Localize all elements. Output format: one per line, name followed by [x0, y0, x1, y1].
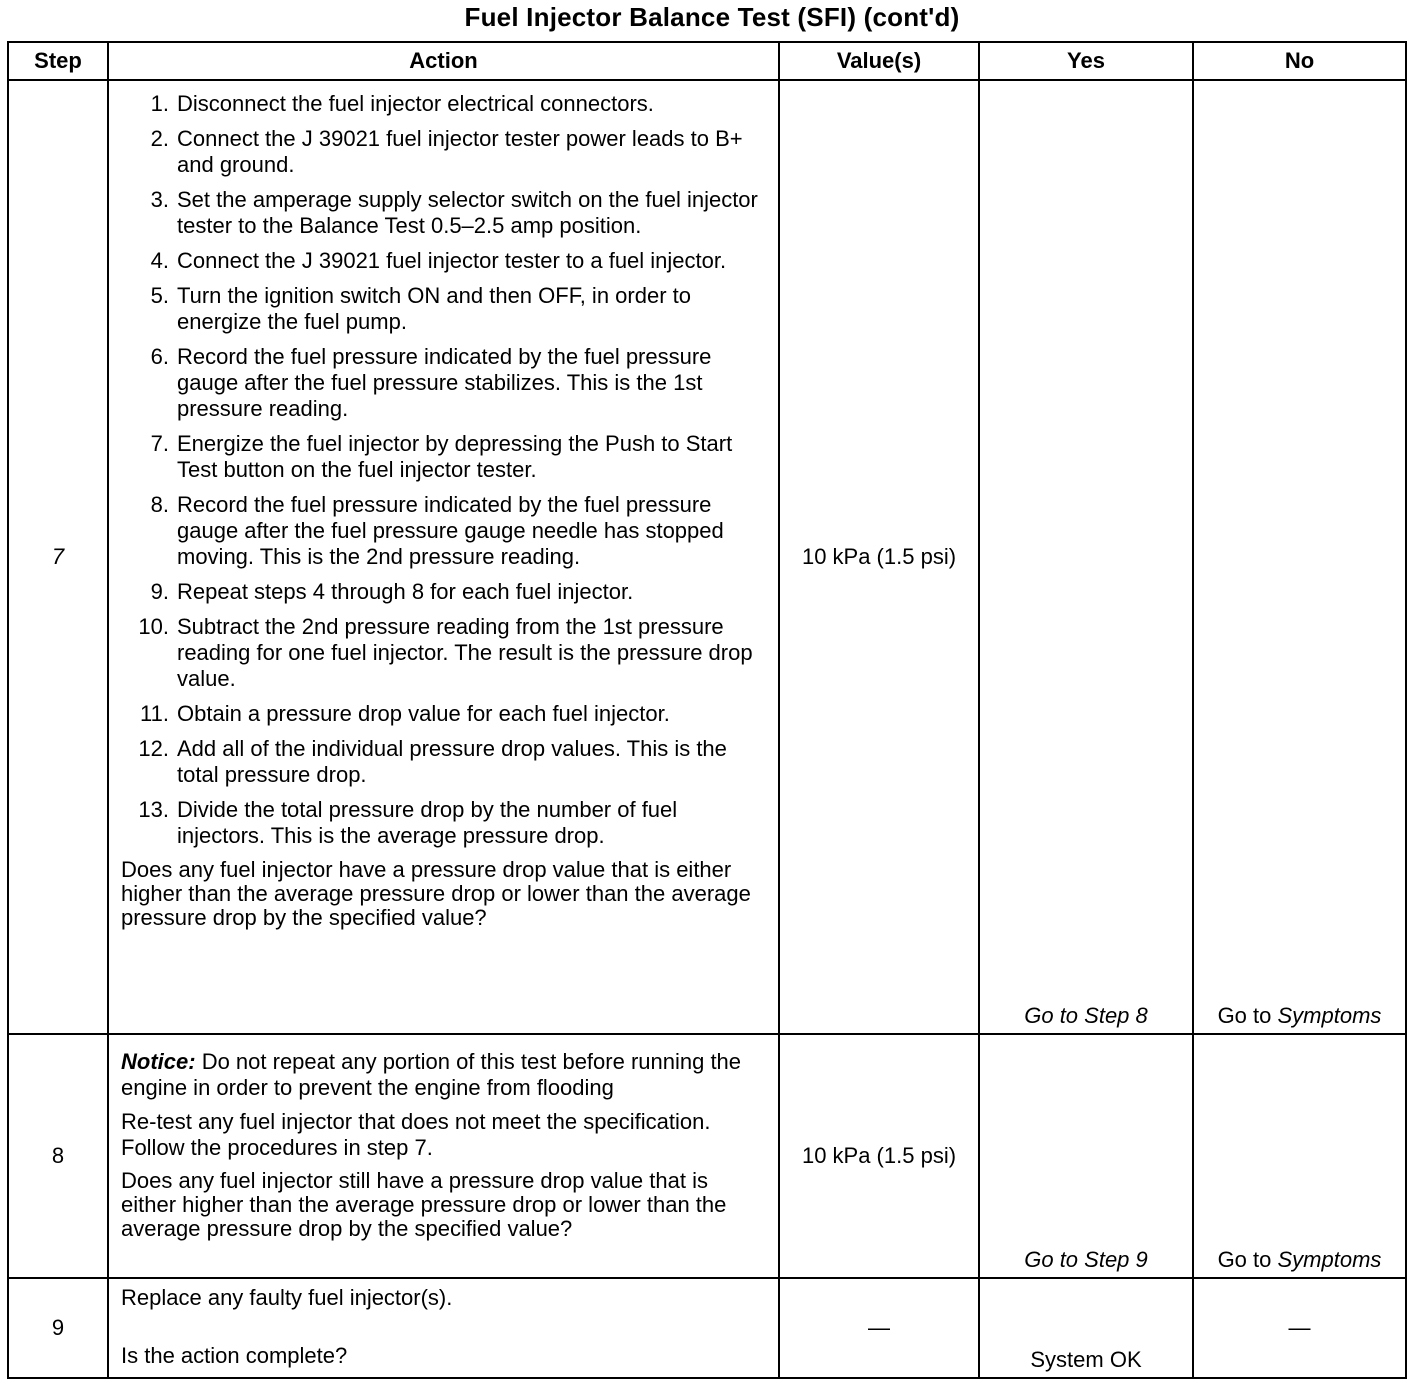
notice-label: Notice:	[121, 1049, 196, 1074]
table-row	[8, 1034, 1406, 1278]
no-result: Go to Symptoms	[1193, 80, 1406, 1034]
retest-paragraph: Re-test any fuel injector that does not meet the specification. Follow the procedures in step 7.	[121, 1109, 711, 1160]
list-item: 4. Connect the J 39021 fuel injector tester to a fuel injector.	[150, 248, 727, 273]
list-item: 10. Subtract the 2nd pressure reading from the 1st pressure reading for one fuel injector. The result is the pressure drop value.	[138, 614, 753, 691]
list-item: 12. Add all of the individual pressure drop values. This is the total pressure drop.	[138, 736, 727, 787]
symptoms-reference: Symptoms	[1277, 1003, 1382, 1028]
document-title: Fuel Injector Balance Test (SFI) (cont'd)	[464, 2, 960, 32]
step-number: 9	[8, 1278, 108, 1378]
yes-result: System OK	[979, 1278, 1193, 1378]
step-number: 7	[8, 80, 108, 1034]
action-step-list	[121, 91, 768, 849]
step-question: Is the action complete?	[121, 1343, 348, 1368]
value-cell: 10 kPa (1.5 psi)	[779, 1034, 979, 1278]
list-item: 9. Repeat steps 4 through 8 for each fuel injector.	[150, 579, 634, 604]
header-action: Action	[108, 42, 779, 80]
table-row	[8, 80, 1406, 1034]
step-number: 8	[8, 1034, 108, 1278]
symptoms-reference: Symptoms	[1277, 1247, 1382, 1272]
value-cell: 10 kPa (1.5 psi)	[779, 80, 979, 1034]
list-item: 11. Obtain a pressure drop value for each fuel injector.	[140, 701, 670, 726]
header-step: Step	[8, 42, 108, 80]
value-cell: —	[779, 1278, 979, 1378]
action-cell	[108, 1034, 779, 1278]
list-item: 3. Set the amperage supply selector switch on the fuel injector tester to the Balance Test 0.5–2.5 amp position.	[150, 187, 758, 238]
list-item: 2. Connect the J 39021 fuel injector tester power leads to B+ and ground.	[150, 126, 743, 177]
list-item: 7. Energize the fuel injector by depressing the Push to Start Test button on the fuel injector tester.	[150, 431, 733, 482]
list-item: 8. Record the fuel pressure indicated by the fuel pressure gauge after the fuel pressure gauge needle has stopped moving. This is the 2nd pressure reading.	[150, 492, 724, 569]
list-item: 1. Disconnect the fuel injector electrical connectors.	[150, 91, 654, 116]
step-question: Does any fuel injector still have a pressure drop value that is either higher than the average pressure drop or lower than the average pressure drop by the specified value?	[121, 1168, 727, 1241]
header-yes: Yes	[979, 42, 1193, 80]
no-result: —	[1193, 1278, 1406, 1378]
procedure-table	[7, 41, 1407, 1379]
step-question: Does any fuel injector have a pressure drop value that is either higher than the average pressure drop or lower than the average pressure drop by the specified value?	[121, 857, 751, 930]
list-item: 6. Record the fuel pressure indicated by the fuel pressure gauge after the fuel pressure stabilizes. This is the 1st pressure reading.	[150, 344, 712, 421]
action-cell	[108, 1278, 779, 1378]
header-values: Value(s)	[779, 42, 979, 80]
table-row	[8, 1278, 1406, 1378]
no-result: Go to Symptoms	[1193, 1034, 1406, 1278]
action-cell	[108, 80, 779, 1034]
list-item: 5. Turn the ignition switch ON and then OFF, in order to energize the fuel pump.	[150, 283, 691, 334]
header-row	[8, 42, 1406, 80]
list-item: 13. Divide the total pressure drop by the number of fuel injectors. This is the average pressure drop.	[138, 797, 678, 848]
header-no: No	[1193, 42, 1406, 80]
action-text: Replace any faulty fuel injector(s).	[121, 1285, 453, 1310]
yes-result: Go to Step 8	[979, 80, 1193, 1034]
notice-paragraph: Notice: Do not repeat any portion of this test before running the engine in order to prevent the engine from flooding	[121, 1049, 742, 1100]
yes-result: Go to Step 9	[979, 1034, 1193, 1278]
